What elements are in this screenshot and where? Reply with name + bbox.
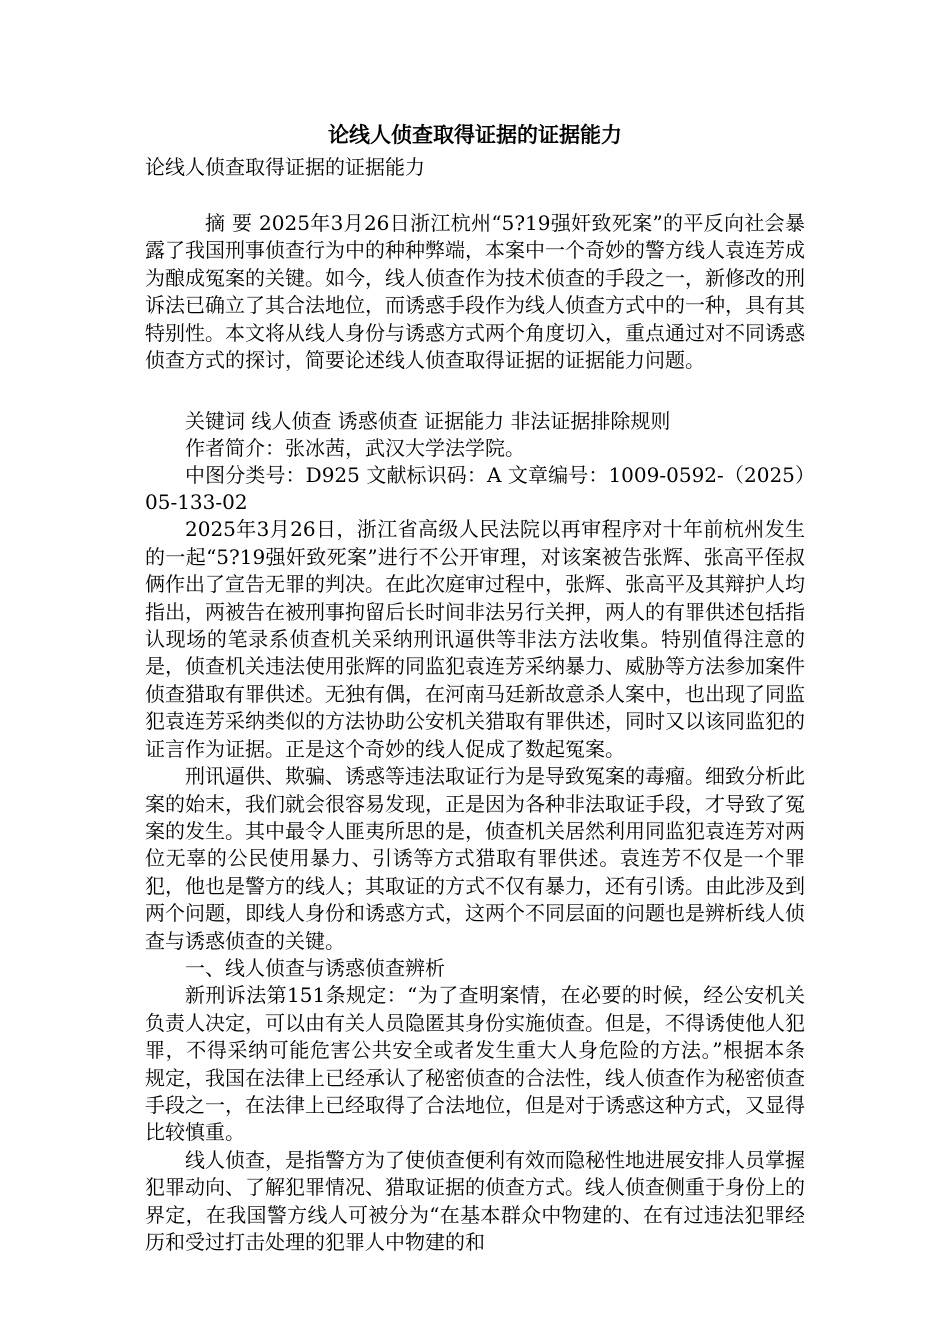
document-title: 论线人侦查取得证据的证据能力 bbox=[328, 122, 622, 147]
abstract: 摘 要 2025年3月26日浙江杭州“5?19强奸致死案”的平反向社会暴露了我国刑事侦查行为中的种种弊端，本案中一个奇妙的警方线人袁连芳成为酿成冤案的关键。如今，线人侦查作为技术侦查的手段之一，新修改的刑诉法已确立了其合法地位，而诱惑手段作为线人侦查方式中的一种，具有其特别性。本文将从线人身份与诱惑方式两个角度切入，重点通过对不同诱惑侦查方式的探讨，简要论述线人侦查取得证据的证据能力问题。 bbox=[145, 211, 805, 373]
section-heading-1: 一、线人侦查与诱惑侦查辨析 bbox=[185, 955, 445, 980]
body-paragraph-1: 2025年3月26日，浙江省高级人民法院以再审程序对十年前杭州发生的一起“5?19强奸致死案”进行不公开审理，对该案被告张辉、张高平侄叔俩作出了宣告无罪的判决。在此次庭审过程中，张辉、张高平及其辩护人均指出，两被告在被刑事拘留后长时间非法另行关押，两人的有罪供述包括指认现场的笔录系侦查机关采纳刑讯逼供等非法方法收集。特别值得注意的是，侦查机关违法使用张辉的同监犯袁连芳采纳暴力、威胁等方法参加案件侦查猎取有罪供述。无独有偶，在河南马廷新故意杀人案中，也出现了同监犯袁连芳采纳类似的方法协助公安机关猎取有罪供述，同时又以该同监犯的证言作为证据。正是这个奇妙的线人促成了数起冤案。 bbox=[145, 517, 805, 761]
body-paragraph-2: 刑讯逼供、欺骗、诱惑等违法取证行为是导致冤案的毒瘤。细致分析此案的始末，我们就会很容易发现，正是因为各种非法取证手段，才导致了冤案的发生。其中最令人匪夷所思的是，侦查机关居然利用同监犯袁连芳对两位无辜的公民使用暴力、引诱等方式猎取有罪供述。袁连芳不仅是一个罪犯，他也是警方的线人；其取证的方式不仅有暴力，还有引诱。由此涉及到两个问题，即线人身份和诱惑方式，这两个不同层面的问题也是辨析线人侦查与诱惑侦查的关键。 bbox=[145, 764, 805, 953]
spacer bbox=[145, 374, 805, 408]
document-body bbox=[145, 118, 805, 1256]
spacer bbox=[145, 182, 805, 210]
document-subtitle: 论线人侦查取得证据的证据能力 bbox=[145, 155, 425, 179]
body-paragraph-4: 线人侦查，是指警方为了使侦查便利有效而隐秘性地进展安排人员掌握犯罪动向、了解犯罪情况、猎取证据的侦查方式。线人侦查侧重于身份上的界定，在我国警方线人可被分为“在基本群众中物建的、在有过违法犯罪经历和受过打击处理的犯罪人中物建的和 bbox=[145, 1147, 805, 1254]
keywords: 关键词 线人侦查 诱惑侦查 证据能力 非法证据排除规则 bbox=[185, 409, 671, 434]
classification-info: 中图分类号：D925 文献标识码：A 文章编号：1009-0592-（2025）05-133-02 bbox=[145, 463, 805, 515]
author-info: 作者简介：张冰茜，武汉大学法学院。 bbox=[185, 436, 525, 461]
body-paragraph-3: 新刑诉法第151条规定：“为了查明案情，在必要的时候，经公安机关负责人决定，可以由有关人员隐匿其身份实施侦查。但是，不得诱使他人犯罪，不得采纳可能危害公共安全或者发生重大人身危险的方法。”根据本条规定，我国在法律上已经承认了秘密侦查的合法性，线人侦查作为秘密侦查手段之一，在法律上已经取得了合法地位，但是对于诱惑这种方式，又显得比较慎重。 bbox=[145, 983, 805, 1145]
